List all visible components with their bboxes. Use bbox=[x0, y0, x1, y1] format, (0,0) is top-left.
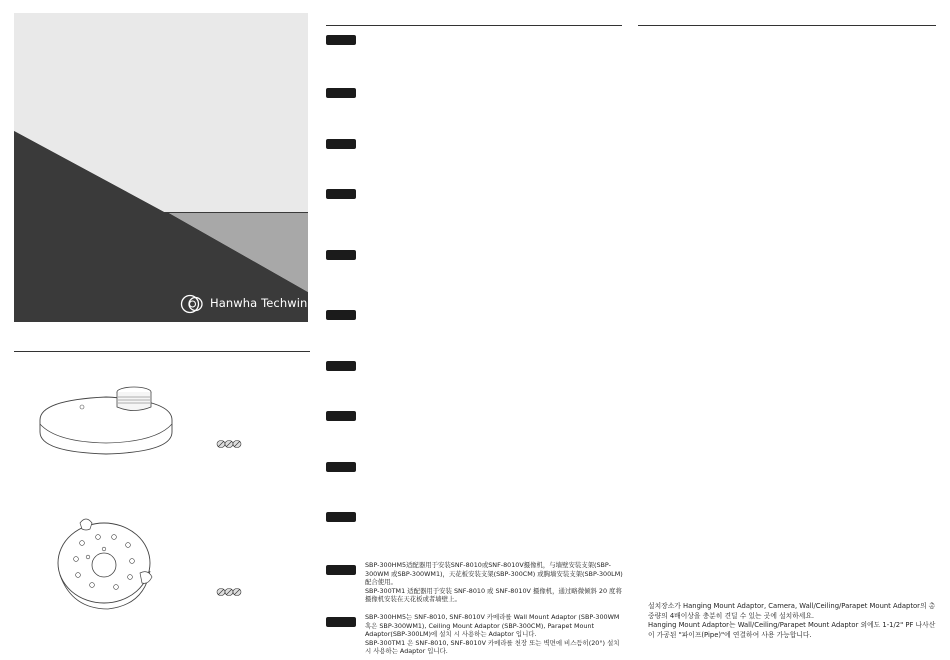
language-tab-chinese bbox=[326, 565, 356, 575]
language-tab bbox=[326, 189, 356, 199]
hanging-mount-illustration bbox=[36, 380, 176, 460]
language-tab bbox=[326, 35, 356, 45]
screws-icon bbox=[215, 585, 245, 599]
language-tab bbox=[326, 250, 356, 260]
note-line-2: Hanging Mount Adaptor는 Wall/Ceiling/Parapet Mount Adaptor 외에도 1-1/2" PF 나사산이 가공된 "파이프(Pipe)"에 연결하여 사용 가능합니다. bbox=[648, 621, 936, 639]
korean-para-2: SBP-300TM1 은 SNF-8010, SNF-8010V 카메라를 천장 또는 벽면에 비스듬히(20°) 설치 시 사용하는 Adaptor 입니다. bbox=[365, 638, 620, 656]
chinese-description bbox=[365, 561, 625, 604]
language-tab bbox=[326, 88, 356, 98]
cover-panel bbox=[14, 13, 308, 322]
hanwha-logo-icon bbox=[180, 292, 206, 316]
language-tab bbox=[326, 361, 356, 371]
korean-description bbox=[365, 613, 627, 656]
brand-name: Hanwha Techwin bbox=[210, 296, 308, 310]
korean-para-1: SBP-300HM5는 SNF-8010, SNF-8010V 카메라를 Wall Mount Adaptor (SBP-300WM 혹은 SBP-300WM1), Ceiling Mount Adaptor (SBP-300CM), Parapet Mount Adaptor(SBP-300LM)에 설치 시 사용하는 Adaptor 입니다. bbox=[365, 613, 620, 639]
korean-installation-note bbox=[648, 602, 940, 640]
right-divider bbox=[638, 25, 936, 26]
left-divider bbox=[14, 351, 310, 352]
screws-icon bbox=[215, 437, 245, 451]
cover-graphic bbox=[14, 13, 308, 322]
language-tab bbox=[326, 310, 356, 320]
note-line-1: 설치장소가 Hanging Mount Adaptor, Camera, Wall/Ceiling/Parapet Mount Adaptor의 총중량의 4배이상을 충분히 견딜 수 있는 곳에 설치하세요. bbox=[648, 602, 936, 620]
language-tab bbox=[326, 139, 356, 149]
middle-divider bbox=[326, 25, 622, 26]
language-tab bbox=[326, 462, 356, 472]
language-tab bbox=[326, 512, 356, 522]
language-tab bbox=[326, 411, 356, 421]
chinese-para-1: SBP-300HM5适配器用于安装SNF-8010或SNF-8010V摄像机，与墙壁安装支架(SBP-300WM 或SBP-300WM1)，天花板安装支架(SBP-300CM) 或胸墙安装支架(SBP-300LM) 配合使用。 bbox=[365, 561, 623, 587]
tilt-mount-illustration bbox=[52, 515, 156, 615]
language-tab-korean bbox=[326, 617, 356, 627]
chinese-para-2: SBP-300TM1 适配器用于安装 SNF-8010 或 SNF-8010V 摄像机，通过略微倾斜 20 度将摄像机安装在天花板或者墙壁上。 bbox=[365, 586, 622, 604]
